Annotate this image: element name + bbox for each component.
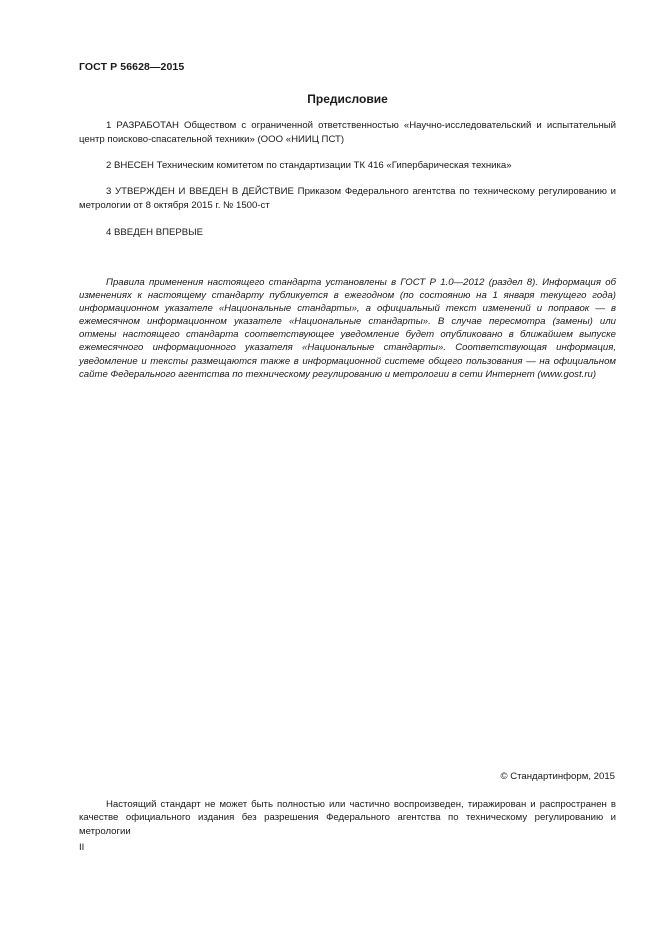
paragraph-introduced-by: 2 ВНЕСЕН Техническим комитетом по стандартизации ТК 416 «Гипербарическая техника» — [106, 160, 512, 171]
page-number: II — [79, 842, 85, 853]
paragraph-first-introduced: 4 ВВЕДЕН ВПЕРВЫЕ — [106, 227, 204, 238]
page-title: Предисловие — [307, 92, 388, 106]
paragraph-approved: 3 УТВЕРЖДЕН И ВВЕДЕН В ДЕЙСТВИЕ Приказом Федерального агентства по техническому регулированию и метрологии от 8 октября 2015 г. № 1500-ст — [79, 186, 616, 211]
paragraph-developed-by: 1 РАЗРАБОТАН Обществом с ограниченной ответственностью «Научно-исследовательский и испытательный центр поисково-спасательной техники» (ООО «НИИЦ ПСТ) — [79, 120, 616, 145]
standard-code-header: ГОСТ Р 56628—2015 — [79, 61, 185, 73]
application-rules-note: Правила применения настоящего стандарта установлены в ГОСТ Р 1.0—2012 (раздел 8). Информация об изменениях к настоящему стандарту публикуется в ежегодном (по состоянию на 1 января текущего года) информационном указателе «Национальные стандарты», а официальный текст изменений и поправок — в ежемесячном информационном указателе «Национальные стандарты». В случае пересмотра (замены) или отмены настоящего стандарта соответствующее уведомление будет опубликовано в ближайшем выпуске ежемесячного информационного указателя «Национальные стандарты». Соответствующая информация, уведомление и тексты размещаются также в информационной системе общего пользования — на официальном сайте Федерального агентства по техническому регулированию и метрологии в сети Интернет (www.gost.ru) — [79, 277, 616, 380]
copyright-line: © Стандартинформ, 2015 — [500, 771, 615, 782]
reproduction-notice: Настоящий стандарт не может быть полностью или частично воспроизведен, тиражирован и распространен в качестве официального издания без разрешения Федерального агентства по техническому регулированию и метрологии — [79, 799, 616, 837]
